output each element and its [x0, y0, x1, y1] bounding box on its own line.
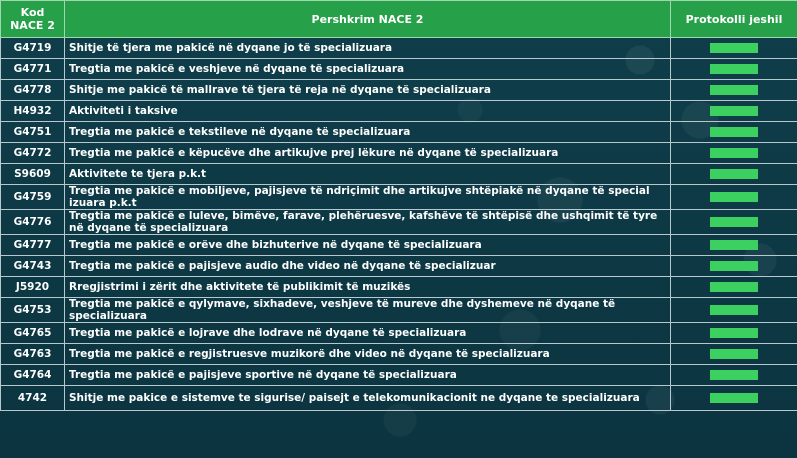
row-code: H4932: [1, 101, 65, 122]
row-code: S9609: [1, 164, 65, 185]
table-row: [1, 143, 797, 164]
row-description: Tregtia me pakicë e mobiljeve, pajisjeve të ndriçimit dhe artikujve shtëpiakë në dyqane të special izuara p.k.t: [65, 185, 671, 210]
table-row: [1, 365, 797, 386]
table-row: [1, 210, 797, 235]
row-protocol: [671, 323, 797, 344]
row-code: G4719: [1, 38, 65, 59]
row-description: Tregtia me pakicë e orëve dhe bizhuterive në dyqane të specializuara: [65, 235, 671, 256]
green-protocol-bar: [710, 240, 758, 250]
row-description: Shitje me pakicë të mallrave të tjera të reja në dyqane të specializuara: [65, 80, 671, 101]
green-protocol-bar: [710, 349, 758, 359]
row-description: Tregtia me pakicë e pajisjeve sportive në dyqane të specializuara: [65, 365, 671, 386]
row-protocol: [671, 101, 797, 122]
green-protocol-bar: [710, 217, 758, 227]
row-code: G4751: [1, 122, 65, 143]
row-protocol: [671, 298, 797, 323]
row-code: G4776: [1, 210, 65, 235]
row-protocol: [671, 122, 797, 143]
green-protocol-bar: [710, 169, 758, 179]
green-protocol-bar: [710, 64, 758, 74]
header-protocol: Protokolli jeshil: [671, 1, 797, 38]
green-protocol-bar: [710, 127, 758, 137]
table-row: [1, 80, 797, 101]
row-code: G4765: [1, 323, 65, 344]
table-row: [1, 38, 797, 59]
table-row: [1, 164, 797, 185]
row-code: G4743: [1, 256, 65, 277]
row-protocol: [671, 235, 797, 256]
row-description: Tregtia me pakicë e tekstileve në dyqane të specializuara: [65, 122, 671, 143]
row-code: G4777: [1, 235, 65, 256]
green-protocol-bar: [710, 192, 758, 202]
header-code-line1: Kod: [20, 6, 45, 19]
table-row: [1, 122, 797, 143]
row-code: G4759: [1, 185, 65, 210]
table-row: [1, 323, 797, 344]
row-code: J5920: [1, 277, 65, 298]
row-protocol: [671, 164, 797, 185]
row-description: Tregtia me pakicë e këpucëve dhe artikujve prej lëkure në dyqane të specializuara: [65, 143, 671, 164]
table-header-row: [1, 1, 797, 38]
row-description: Aktiviteti i taksive: [65, 101, 671, 122]
row-protocol: [671, 277, 797, 298]
green-protocol-bar: [710, 85, 758, 95]
green-protocol-bar: [710, 261, 758, 271]
green-protocol-bar: [710, 148, 758, 158]
green-protocol-bar: [710, 43, 758, 53]
row-description: Tregtia me pakicë e veshjeve në dyqane të specializuara: [65, 59, 671, 80]
row-protocol: [671, 143, 797, 164]
header-code: [1, 1, 65, 38]
row-protocol: [671, 344, 797, 365]
green-protocol-bar: [710, 328, 758, 338]
table-row: [1, 298, 797, 323]
table-row: [1, 344, 797, 365]
table-row: [1, 256, 797, 277]
row-description: Shitje me pakice e sistemve te sigurise/ paisejt e telekomunikacionit ne dyqane te specializuara: [65, 386, 671, 411]
row-protocol: [671, 80, 797, 101]
header-description: Pershkrim NACE 2: [65, 1, 671, 38]
green-protocol-bar: [710, 393, 758, 403]
row-description: Aktivitete te tjera p.k.t: [65, 164, 671, 185]
row-description: Tregtia me pakicë e lojrave dhe lodrave në dyqane të specializuara: [65, 323, 671, 344]
row-protocol: [671, 256, 797, 277]
row-code: G4771: [1, 59, 65, 80]
table-row: [1, 185, 797, 210]
row-protocol: [671, 185, 797, 210]
table-row: [1, 101, 797, 122]
green-protocol-bar: [710, 305, 758, 315]
row-code: G4763: [1, 344, 65, 365]
row-description: Tregtia me pakicë e luleve, bimëve, farave, plehëruesve, kafshëve të shtëpisë dhe ushqimit të tyre në dyqane të specializuara: [65, 210, 671, 235]
row-code: G4772: [1, 143, 65, 164]
row-description: Tregtia me pakicë e qylymave, sixhadeve, veshjeve të mureve dhe dyshemeve në dyqane të specializuara: [65, 298, 671, 323]
row-code: G4764: [1, 365, 65, 386]
row-description: Tregtia me pakicë e pajisjeve audio dhe video në dyqane të specializuar: [65, 256, 671, 277]
row-description: Rregjistrimi i zërit dhe aktivitete të publikimit të muzikës: [65, 277, 671, 298]
row-code: 4742: [1, 386, 65, 411]
row-protocol: [671, 365, 797, 386]
row-code: G4778: [1, 80, 65, 101]
table-row: [1, 386, 797, 411]
row-description: Tregtia me pakicë e regjistruesve muzikorë dhe video në dyqane të specializuara: [65, 344, 671, 365]
header-code-line2: NACE 2: [10, 19, 55, 32]
row-code: G4753: [1, 298, 65, 323]
green-protocol-bar: [710, 282, 758, 292]
row-protocol: [671, 59, 797, 80]
table-row: [1, 277, 797, 298]
green-protocol-bar: [710, 370, 758, 380]
row-protocol: [671, 386, 797, 411]
row-protocol: [671, 210, 797, 235]
row-description: Shitje të tjera me pakicë në dyqane jo të specializuara: [65, 38, 671, 59]
table-row: [1, 59, 797, 80]
row-protocol: [671, 38, 797, 59]
table-row: [1, 235, 797, 256]
green-protocol-bar: [710, 106, 758, 116]
